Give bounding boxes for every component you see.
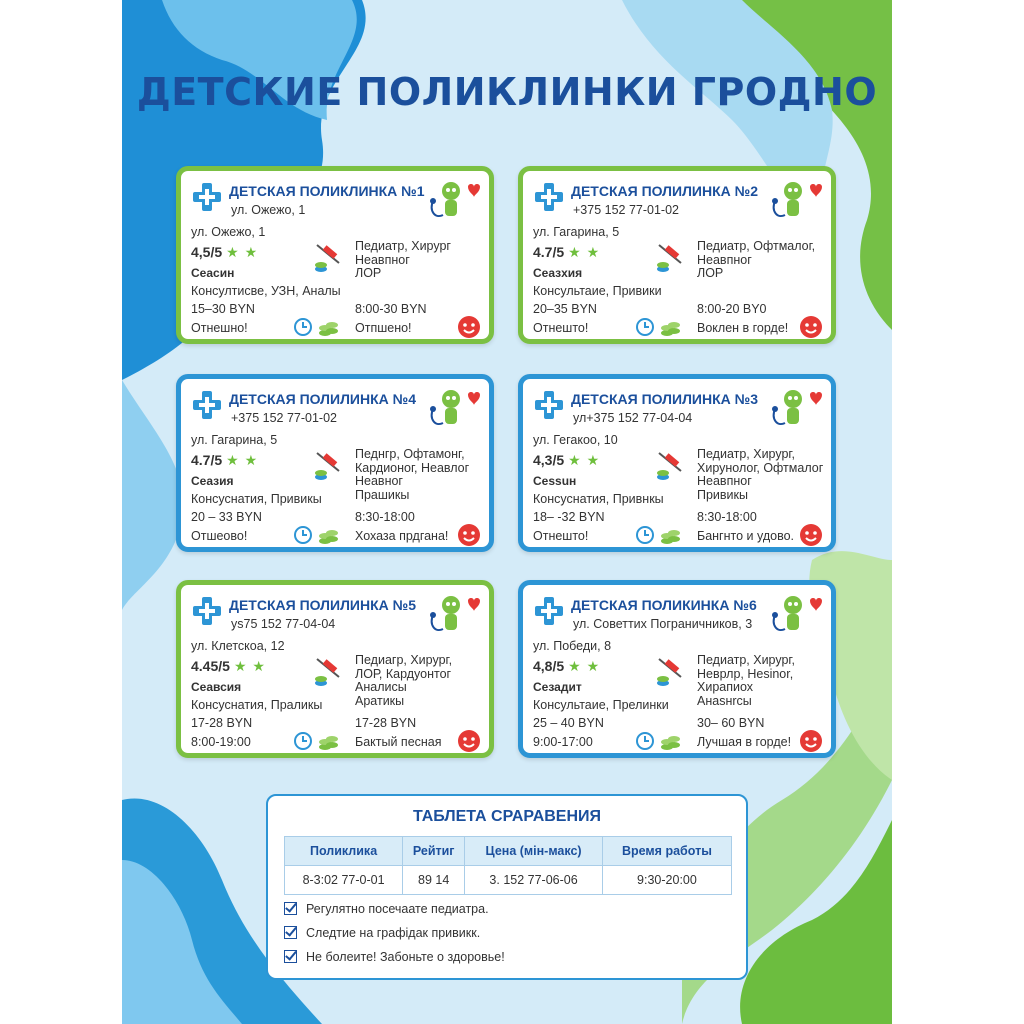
clinic-name: ДЕТСКАЯ ПОЛИКЛИНКА №1 [229,183,425,199]
specialist-line: Привикы [697,487,748,502]
specialist-line: Педиатр, Хирург, [697,653,795,667]
clinic-season: Сеавсия [191,680,242,694]
clinic-comment: Отшеово! [191,529,248,543]
specialist-line: Хирунолог, Офтмалог [697,460,824,475]
page-title: ДЕТСКИЕ ПОЛИКЛИНКИ ГРОДНО [136,70,878,114]
clinic-season: Сеазия [191,474,234,488]
clinic-price: 18– -32 BYN [533,510,605,524]
clock-icon [635,317,655,337]
clock-icon [293,731,313,751]
checklist-item [284,948,505,972]
clinic-note: Воклен в горде! [697,321,789,335]
clinic-name: ДЕТСКАЯ ПОЛИЛИНКА №3 [571,391,759,407]
clinic-services: Консултисве, УЗН, Аналы [191,284,341,298]
doctor-mascot-icon [423,177,483,229]
coins-icon [317,315,339,337]
table-header: Время работы [602,837,731,866]
checklist-item [284,924,505,948]
specialist-line: Аналисы [355,680,407,694]
specialist-line: ЛОР [697,266,724,280]
clinic-comment: Отнешно! [191,321,248,335]
medical-cross-icon [533,181,565,213]
smiley-icon [799,523,823,547]
table-cell: 9:30-20:00 [602,866,731,895]
medical-cross-icon [533,595,565,627]
medical-cross-icon [191,595,223,627]
clinic-season: Сеасин [191,266,235,280]
specialist-line: Неавног [355,474,403,488]
syringe-icon [313,241,345,275]
clinic-comment: 8:00-19:00 [191,735,251,749]
table-header: Рейтиг [403,837,465,866]
clinic-contact: уs75 152 77-04-04 [231,617,336,631]
checklist [284,900,505,972]
clinic-name: ДЕТСКАЯ ПОЛИЛИНКА №5 [229,597,417,613]
clinic-services: Консуснатия, Привикы [191,492,322,506]
specialist-line: Кардионог, Неавлог [355,460,470,475]
star-icon: ★ ★ [226,452,259,468]
checkbox-checked-icon [284,950,297,963]
specialist-line: Неавпног [697,252,752,267]
checklist-text: Не болеите! Забоньте о здоровье! [306,950,505,964]
clinic-contact: ул. Ожежо, 1 [231,203,306,217]
clinic-season: Сеазхия [533,266,583,280]
clinic-contact: +375 152 77-01-02 [573,203,679,217]
table-cell: 89 14 [403,866,465,895]
clinic-price: 20–35 BYN [533,302,597,316]
smiley-icon [799,729,823,753]
specialist-line: Хирапиох [697,680,754,694]
rating-value: 4,3/5 [533,452,565,468]
medical-cross-icon [533,389,565,421]
clinic-rating [191,658,266,675]
specialist-line: Аратикы [355,693,405,708]
clinic-hours: 8:00-30 BYN [355,302,427,316]
doctor-mascot-icon [765,591,825,643]
clinic-card[interactable] [176,580,494,758]
clinic-note: Хохаза прдгана! [355,529,449,543]
clinic-specialists [697,240,837,281]
table-cell: 3. 152 77-06-06 [465,866,603,895]
specialist-line: Педиатр, Хирург, [697,447,795,461]
syringe-icon [313,449,345,483]
clinic-note: Бактый песная [355,735,442,749]
clinic-card[interactable] [518,374,836,552]
clinic-hours: 30– 60 BYN [697,716,765,730]
coins-icon [659,523,681,545]
coins-icon [659,729,681,751]
table-cell: 8-3:02 77-0-01 [285,866,403,895]
clinic-comment: Отнешто! [533,529,589,543]
specialist-line: ЛОР [355,266,382,280]
specialist-line: Неавпног [697,474,752,488]
clinic-price: 20 – 33 BYN [191,510,262,524]
clinic-hours: 8:30-18:00 [697,510,757,524]
smiley-icon [457,315,481,339]
checklist-text: Регулятно посечаате педиатра. [306,902,489,916]
clock-icon [635,525,655,545]
clinic-rating [191,452,258,469]
checklist-item [284,900,505,924]
comparison-title: ТАБЛЕТА СРАРАВЕНИЯ [412,808,602,825]
specialist-line: Педиатр, Офтмалог, [697,239,816,253]
clinic-specialists [355,448,495,502]
clinic-specialists [697,448,837,502]
clinic-services: Консуснатия, Праликы [191,698,323,712]
clinic-note: Лучшая в горде! [697,735,792,749]
clinic-services: Консультаие, Привики [533,284,662,298]
rating-value: 4.7/5 [533,244,565,260]
clinic-note: Отпшено! [355,321,412,335]
clinic-hours: 17-28 BYN [355,716,417,730]
clinic-card[interactable] [518,166,836,344]
medical-cross-icon [191,181,223,213]
syringe-icon [313,655,345,689]
clinic-season: Сезадит [533,680,582,694]
clinic-services: Консультаие, Прелинки [533,698,669,712]
clinic-contact: ул+375 152 77-04-04 [573,411,693,425]
star-icon: ★ ★ [226,244,259,260]
smiley-icon [799,315,823,339]
specialist-line: Анаsнrсы [697,693,752,708]
table-header: Цена (мін-макс) [465,837,603,866]
clinic-name: ДЕТСКАЯ ПОЛИЛИНКА №2 [571,183,759,199]
specialist-line: Неврлр, Неsinor, [697,666,794,681]
smiley-icon [457,729,481,753]
clinic-card[interactable] [176,166,494,344]
specialist-line: Прашикы [355,487,410,502]
specialist-line: Педиагр, Хирург, [355,653,453,667]
clinic-hours: 8:30-18:00 [355,510,415,524]
star-icon: ★ ★ [568,452,601,468]
table-row [285,866,732,895]
clinic-rating [191,244,258,261]
clinic-card[interactable] [176,374,494,552]
clinic-season: Сеssuн [533,474,577,488]
table-header-row [285,837,732,866]
clinic-address: ул. Ожежо, 1 [191,225,266,239]
syringe-icon [655,449,687,483]
clinic-hours: 8:00-20 BY0 [697,302,767,316]
clinic-address: ул. Гагарина, 5 [191,433,278,447]
clinic-card[interactable] [518,580,836,758]
clinic-price: 17-28 BYN [191,716,253,730]
syringe-icon [655,241,687,275]
specialist-line: ЛОР, Кардуонтог [355,666,452,681]
rating-value: 4,5/5 [191,244,223,260]
medical-cross-icon [191,389,223,421]
doctor-mascot-icon [765,177,825,229]
rating-value: 4.7/5 [191,452,223,468]
clinic-contact: +375 152 77-01-02 [231,411,337,425]
star-icon: ★ ★ [233,658,266,674]
clinic-price: 25 – 40 BYN [533,716,604,730]
clinic-price: 15–30 BYN [191,302,255,316]
clinic-address: ул. Клетскоа, 12 [191,639,285,653]
clinic-specialists [355,654,495,708]
doctor-mascot-icon [423,591,483,643]
clinic-comment: Отнешто! [533,321,589,335]
coins-icon [317,729,339,751]
rating-value: 4,8/5 [533,658,565,674]
clinic-name: ДЕТСКАЯ ПОЛИЛИНКА №4 [229,391,417,407]
clinic-services: Консуснатия, Привнкы [533,492,664,506]
clock-icon [635,731,655,751]
doctor-mascot-icon [423,385,483,437]
syringe-icon [655,655,687,689]
clinic-contact: ул. Советтих Пограничников, 3 [573,617,753,631]
specialist-line: Педиатр, Хирург [355,239,451,253]
clock-icon [293,317,313,337]
specialist-line: Педнгр, Офтамонг, [355,447,465,461]
clinic-note: Бангнто и удово. [697,529,794,543]
clinic-rating [533,658,600,675]
specialist-line: Неавпног [355,252,410,267]
checkbox-checked-icon [284,926,297,939]
checklist-text: Следтие на графідак привикк. [306,926,481,940]
smiley-icon [457,523,481,547]
clinic-specialists [355,240,495,281]
table-header: Поликлика [285,837,403,866]
comparison-panel [266,794,748,980]
checkbox-checked-icon [284,902,297,915]
coins-icon [317,523,339,545]
clinic-name: ДЕТСКАЯ ПОЛИКИНКА №6 [571,597,757,613]
clock-icon [293,525,313,545]
clinic-specialists [697,654,837,708]
rating-value: 4.45/5 [191,658,230,674]
clinic-comment: 9:00-17:00 [533,735,593,749]
star-icon: ★ ★ [568,244,601,260]
clinic-address: ул. Гагарина, 5 [533,225,620,239]
clinic-address: ул. Гегакоо, 10 [533,433,618,447]
star-icon: ★ ★ [568,658,601,674]
poster [122,0,892,1024]
clinic-rating [533,452,600,469]
clinic-rating [533,244,600,261]
clinic-address: ул. Победи, 8 [533,639,612,653]
doctor-mascot-icon [765,385,825,437]
comparison-table [284,836,732,895]
coins-icon [659,315,681,337]
